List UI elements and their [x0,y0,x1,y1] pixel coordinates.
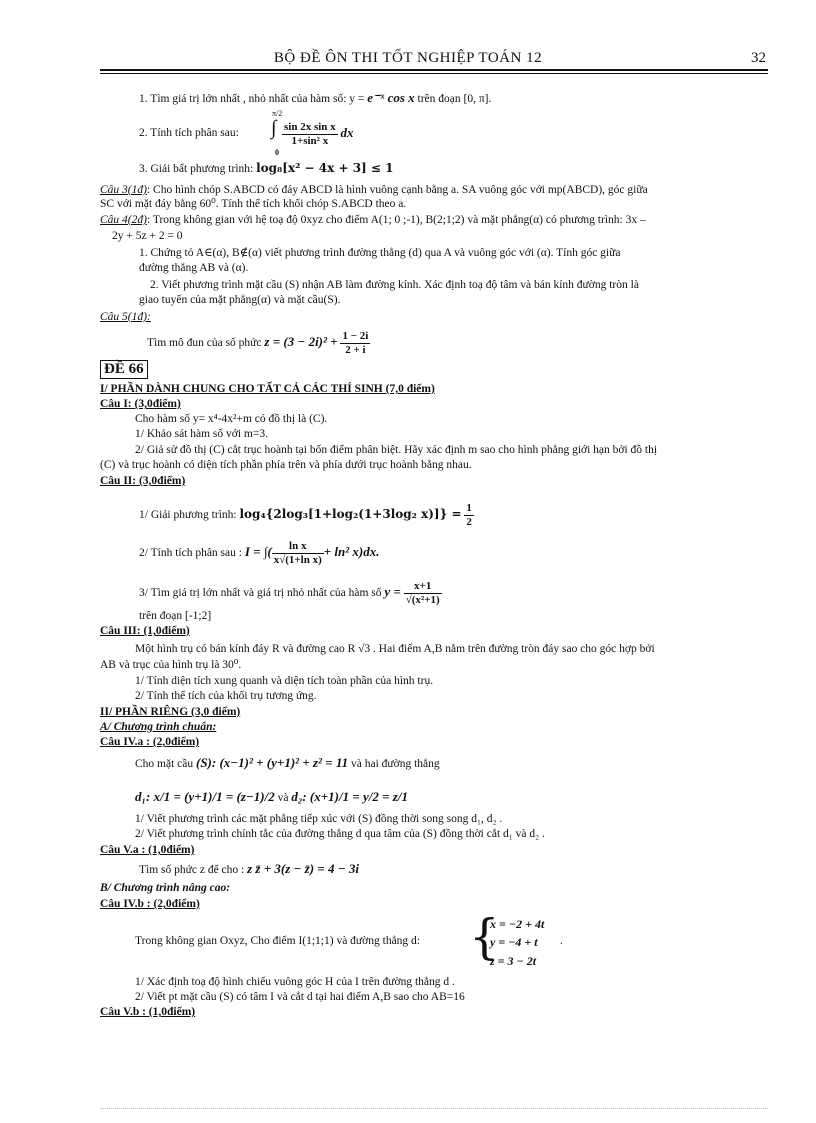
cau-2-label: Câu II: (3,0điểm) [100,475,186,487]
q2-denominator: 1+sin² x [291,135,329,147]
cau2-item1-num: 1 [466,502,472,514]
cau5a-text: Tìm số phức z để cho : [139,864,245,876]
system-period: . [560,935,563,947]
cau5-denominator: 2 + i [345,344,366,356]
cau5a-line [139,862,359,877]
cau4a-lines [135,790,408,805]
cau-4 [100,214,646,227]
header-title: BỘ ĐỀ ÔN THI TỐT NGHIỆP TOÁN 12 [273,50,543,66]
cau5-label: Câu 5(1đ): [100,311,151,323]
system-line-x: x = −2 + 4t [490,917,545,931]
cau-4b-label: Câu IV.b : (2,0điểm) [100,898,200,910]
integral-lower: 0 [275,148,279,157]
cau2-item-4: trên đoạn [-1;2] [139,610,212,622]
cau2-item1-formula: log₄{2log₃[1+log₂(1+3log₂ x)]} = [239,507,462,522]
cau-1-label: Câu I: (3,0điểm) [100,398,181,410]
footer-dotted-rule [100,1108,768,1109]
line-d1-equation: d₁: x/1 = (y+1)/1 = (z−1)/2 [135,789,275,804]
cau4-line-6: giao tuyến của mặt phẳng(α) và mặt cầu(S). [139,294,341,306]
cau1-line-3: 2/ Giả sử đồ thị (C) cắt trục hoành tại bốn điểm phân biệt. Hãy xác định m sao cho hình phẳng giới hạn bởi đồ thị [135,444,658,456]
q2-text: 2. Tính tích phân sau: [139,127,239,139]
q3-text: 3. Giải bất phương trình: [139,163,254,175]
cau2-item3-formula: y = [384,584,401,600]
cau-4a-label: Câu IV.a : (2,0điểm) [100,736,200,748]
q2-formula [282,121,354,148]
page-number: 32 [751,50,766,66]
q2-dx: dx [340,125,354,141]
cau5-formula: z = (3 − 2i)² + [264,334,338,350]
sphere-equation: (S): (x−1)² + (y+1)² + z² = 11 [196,755,349,770]
cau-5b-label: Câu V.b : (1,0điểm) [100,1006,196,1018]
cau3-line-2: SC với mặt đáy bằng 60⁰. Tính thể tích khối chóp S.ABCD theo a. [100,198,407,210]
cau1-line-2: 1/ Khảo sát hàm số với m=3. [135,428,268,440]
cau4-line-2: 2y + 5z + 2 = 0 [112,230,183,242]
question-3 [139,162,394,176]
cau4-line-4: đường thẳng AB và (α). [139,262,249,274]
cau-3-label: Câu III: (1,0điểm) [100,625,190,637]
cau3-66-line-2: AB và trục của hình trụ là 30⁰. [100,659,242,671]
cau-5a-label: Câu V.a : (1,0điểm) [100,844,195,856]
cau2-item2-formula-a: I = ∫( [244,544,272,560]
header-rule [100,69,768,71]
q1-tail: trên đoạn [0, π]. [417,93,492,105]
cau4b-line-1: Trong không gian Oxyz, Cho điểm I(1;1;1) và đường thẳng d: [135,935,420,947]
cau2-item2-text: 2/ Tính tích phân sau : [139,547,242,560]
cau2-item-3 [139,580,442,607]
cau4a-line-4: 2/ Viết phương trình chính tắc của đường thẳng d qua tâm của (S) đồng thời cắt d₁ và d₂ . [135,828,545,840]
q3-formula: log₈[x² − 4x + 3] ≤ 1 [256,161,394,175]
cau4b-line-3: 2/ Viết pt mặt cầu (S) có tâm I và cắt d tại hai điểm A,B sao cho AB=16 [135,991,465,1003]
program-b-heading: B/ Chương trình nâng cao: [100,882,231,894]
integral-sign: ∫ [271,117,277,139]
exam-title: ĐỀ 66 [100,360,148,379]
cau2-item3-den: √(x²+1) [405,594,440,606]
cau4a-line-3: 1/ Viết phương trình các mặt phẳng tiếp xúc với (S) đồng thời song song d₁, d₂ . [135,813,503,825]
cau3-66-line-1: Một hình trụ có bán kính đáy R và đường cao R √3 . Hai điểm A,B nằm trên đường tròn đáy sao cho góc hợp bởi [135,643,655,655]
cau5-text: Tìm mô đun của số phức [147,337,262,350]
header-rule-thin [100,73,768,74]
cau4a-tail: và hai đường thẳng [350,758,440,770]
q2-numerator: sin 2x sin x [284,121,336,133]
cau5-numerator: 1 − 2i [342,330,369,342]
question-1 [139,91,491,106]
cau3-66-line-3: 1/ Tính diện tích xung quanh và diện tích toàn phần của hình trụ. [135,675,434,687]
q1-text: 1. Tìm giá trị lớn nhất , nhỏ nhất của hàm số: y = [139,93,365,105]
cau4a-and: và [277,792,289,804]
cau3-label: Câu 3(1đ) [100,184,147,196]
cau4-line-1: : Trong không gian với hệ toạ độ 0xyz cho điểm A(1; 0 ;-1), B(2;1;2) và mặt phẳng(α) có phương trình: 3x – [146,214,646,226]
cau2-item2-formula-b: + ln² x)dx. [323,544,380,560]
cau2-item2-den: x√(1+ln x) [273,554,322,566]
cau1-line-1: Cho hàm số y= x⁴-4x²+m có đồ thị là (C). [135,413,328,425]
cau2-item-1 [139,502,474,529]
q1-formula: e⁻ˣ cos x [367,90,415,105]
cau2-item1-text: 1/ Giải phương trình: [139,509,237,522]
cau4-line-3: 1. Chứng tỏ A∈(α), B∉(α) viết phương trình đường thẳng (d) qua A và vuông góc với (α). Tính góc giữa [139,247,621,259]
integral-upper: π/2 [272,109,283,118]
system-line-y: y = −4 + t [490,935,538,949]
cau4-label: Câu 4(2đ) [100,214,147,226]
question-2 [139,127,239,140]
cau-3 [100,184,768,197]
system-line-z: z = 3 − 2t [490,954,537,968]
cau5a-formula: z z̄ + 3(z − z̄) = 4 − 3i [247,861,359,876]
cau4a-text: Cho mặt cầu [135,758,194,770]
cau2-item-2 [139,540,380,567]
line-d2-equation: d₂: (x+1)/1 = y/2 = z/1 [291,789,408,804]
cau-5 [147,330,370,357]
cau2-item1-den: 2 [466,516,472,528]
cau4-line-5: 2. Viết phương trình mặt cầu (S) nhận AB làm đường kính. Xác định toạ độ tâm và bán kính đường tròn là [150,279,639,291]
cau2-item3-num: x+1 [404,580,442,594]
cau3-66-line-4: 2/ Tính thể tích của khối trụ tương ứng. [135,690,317,702]
cau4a-line-1 [135,756,440,771]
cau2-item3-text: 3/ Tìm giá trị lớn nhất và giá trị nhỏ nhất của hàm số [139,587,382,600]
part-1-heading: I/ PHẦN DÀNH CHUNG CHO TẤT CẢ CÁC THÍ SINH (7,0 điểm) [100,383,435,395]
cau3-line-1: : Cho hình chóp S.ABCD có đáy ABCD là hình vuông cạnh bằng a. SA vuông góc với mp(ABCD), góc giữa [146,184,648,196]
cau2-item2-num: ln x [272,540,324,554]
cau4b-line-2: 1/ Xác định toạ độ hình chiếu vuông góc H của I trên đường thẳng d . [135,976,455,988]
part-2-heading: II/ PHẦN RIÊNG (3,0 điểm) [100,706,241,718]
system-brace: { [469,909,500,965]
program-a-heading: A/ Chương trình chuẩn: [100,721,217,733]
cau1-line-4: (C) và trục hoành có diện tích phần phía trên và phía dưới trục hoành bằng nhau. [100,459,472,471]
